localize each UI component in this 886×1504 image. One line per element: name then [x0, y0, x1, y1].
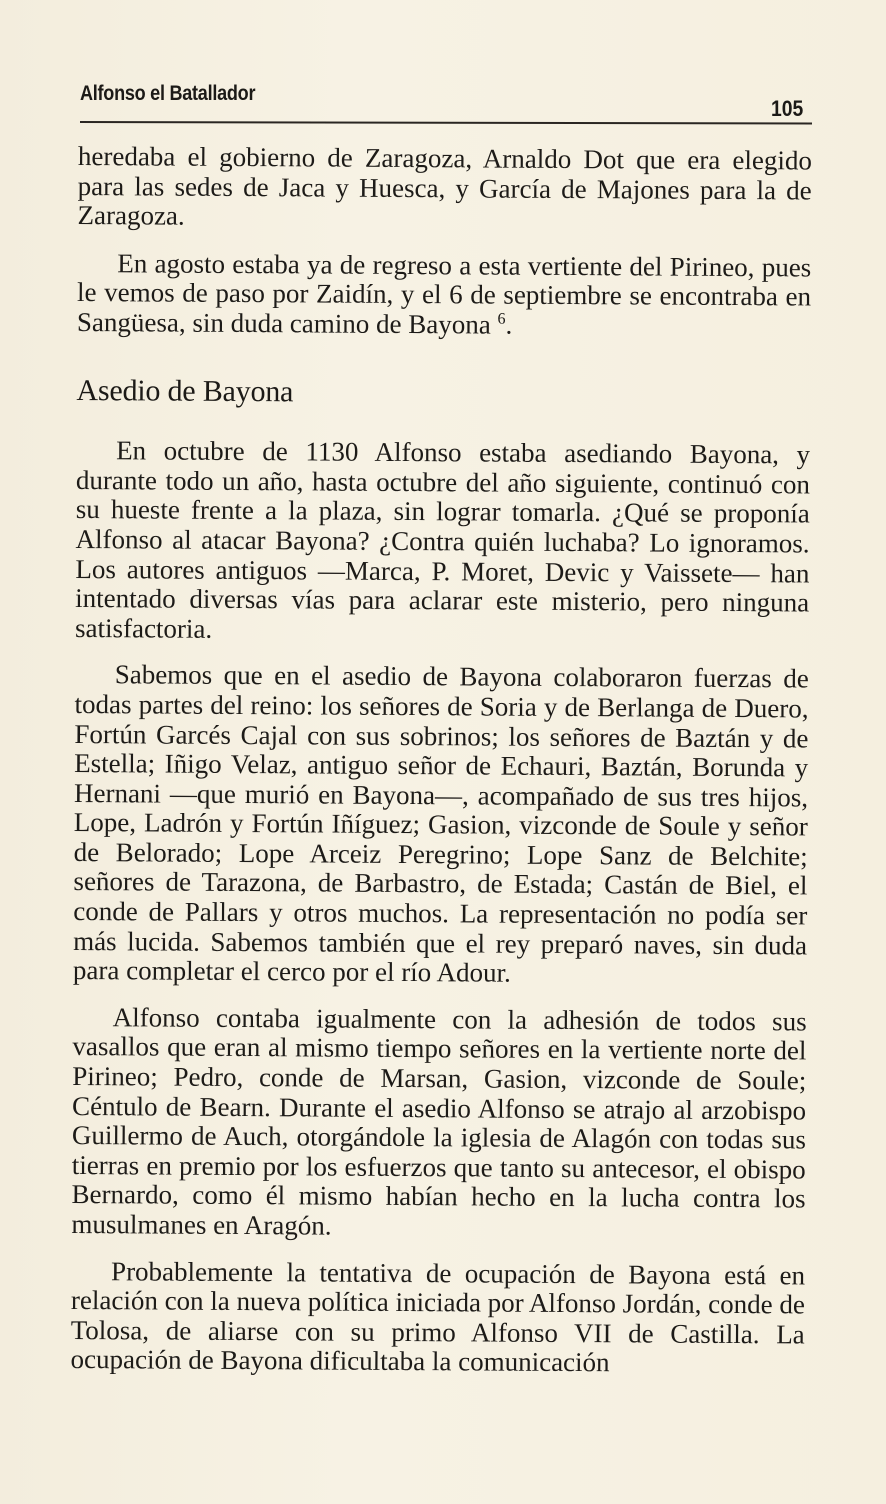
paragraph-siege-forces: Sabemos que en el asedio de Bayona colaboraron fuerzas de todas partes del reino: los señores de Soria y de Berlanga de Duero, Fortún Garcés Cajal con sus sobrinos; los señores de Baztán y de Estella; Iñigo Velaz, antiguo señor de Echauri, Baztán, Borunda y Hernani —que murió en Bayona—, acompañado de sus tres hijos, Lope, Ladrón y Fortún Iñíguez; Gasion, vizconde de Soule y señor de Belorado; Lope Arceiz Peregrino; Lope Sanz de Belchite; señores de Tarazona, de Barbastro, de Estada; Castán de Biel, el conde de Pallars y otros muchos. La representación no podía ser más lucida. Sabemos también que el rey preparó naves, sin duda para completar el cerco por el río Adour.	[72, 659, 809, 988]
paragraph-end: .	[505, 309, 513, 340]
paragraph-politics: Probablemente la tentativa de ocupación de Bayona está en relación con la nueva política iniciada por Alfonso Jordán, conde de Tolosa, de aliarse con su primo Alfonso VII de Castilla. La ocupación de Bayona dificultaba la comunicación	[70, 1255, 806, 1378]
section-heading: Asedio de Bayona	[76, 373, 294, 408]
paragraph-text: En agosto estaba ya de regreso a esta vertiente del Pirineo, pues le vemos de paso por Zaidín, y el 6 de septiembre se encontraba en Sangüesa, sin duda camino de Bayona	[76, 248, 812, 340]
header-rule	[80, 121, 812, 124]
page-number: 105	[771, 96, 804, 121]
footnote-marker: 6	[497, 310, 506, 328]
body-text	[70, 142, 812, 1379]
paragraph-siege-intro: En octubre de 1130 Alfonso estaba asediando Bayona, y durante todo un año, hasta octubre del año siguiente, continuó con su hueste frente a la plaza, sin lograr tomarla. ¿Qué se proponía Alfonso al atacar Bayona? ¿Contra quién luchaba? Lo ignoramos. Los autores antiguos —Marca, P. Moret, Devic y Vaissete— han intentado diversas vías para aclarar este misterio, pero ninguna satisfactoria.	[74, 435, 811, 644]
paragraph-return-pirineo	[77, 249, 812, 342]
paragraph-vassals: Alfonso contaba igualmente con la adhesión de todos sus vasallos que eran al mismo tiempo señores en la vertiente norte del Pirineo; Pedro, conde de Marsan, Gasion, vizconde de Soule; Céntulo de Bearn. Durante el asedio Alfonso se atrajo al arzobispo Guillermo de Auch, otorgándole la iglesia de Alagón con todas sus tierras en premio por los esfuerzos que tanto su antecesor, el obispo Bernardo, como él mismo habían hecho en la lucha contra los musulmanes en Aragón.	[71, 1002, 807, 1241]
paragraph-continuation: heredaba el gobierno de Zaragoza, Arnaldo Dot que era elegido para las sedes de Jaca y Huesca, y García de Majones para la de Zaragoza.	[77, 141, 812, 231]
running-head-title: Alfonso el Batallador	[80, 82, 256, 105]
